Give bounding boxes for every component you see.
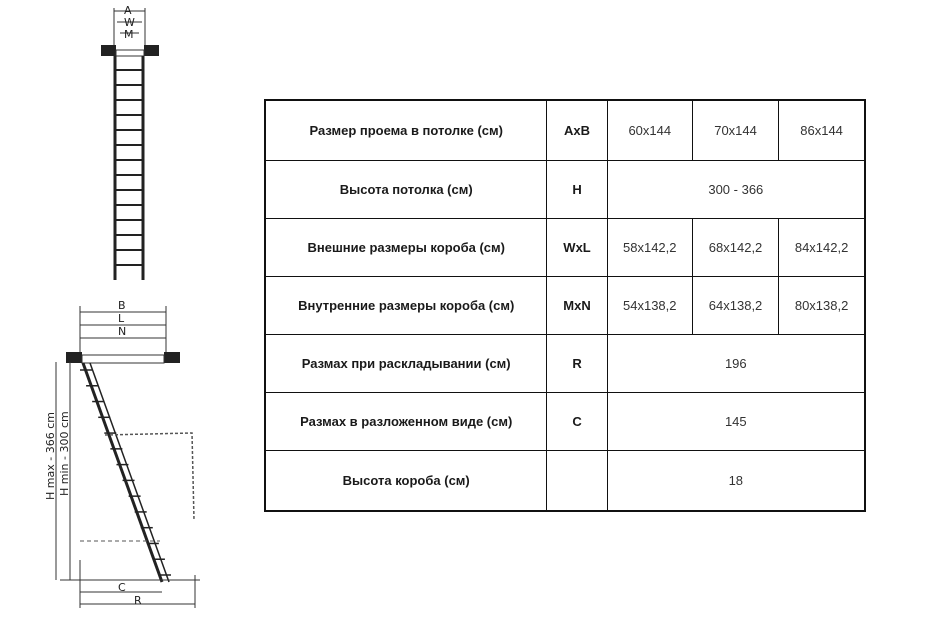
value-cell: 84x142,2 [779, 218, 865, 276]
dim-label-a: A [124, 4, 132, 17]
dim-label-w: W [124, 16, 135, 29]
param-name: Размер проема в потолке (см) [265, 100, 547, 160]
param-symbol: H [547, 160, 607, 218]
ladder-side-view [44, 299, 200, 608]
value-cell: 60x144 [607, 100, 692, 160]
value-cell: 86x144 [779, 100, 865, 160]
param-symbol: MxN [547, 276, 607, 334]
param-name: Внешние размеры короба (см) [265, 218, 547, 276]
param-symbol: C [547, 393, 607, 451]
param-symbol: AxB [547, 100, 607, 160]
dim-label-n: N [118, 325, 127, 338]
value-cell: 58x142,2 [607, 218, 692, 276]
dim-label-c: C [118, 581, 126, 594]
value-cell: 18 [607, 451, 865, 511]
dim-label-b: B [118, 299, 126, 312]
param-name: Размах в разложенном виде (см) [265, 393, 547, 451]
param-symbol: R [547, 335, 607, 393]
dim-label-m: M [124, 28, 134, 41]
param-symbol [547, 451, 607, 511]
table-row [265, 100, 865, 160]
table-row [265, 451, 865, 511]
value-cell: 68x142,2 [692, 218, 778, 276]
value-cell: 70x144 [692, 100, 778, 160]
value-cell: 196 [607, 335, 865, 393]
table-row [265, 393, 865, 451]
ladder-front-view [101, 4, 159, 280]
param-name: Высота потолка (см) [265, 160, 547, 218]
table-row [265, 218, 865, 276]
param-name: Высота короба (см) [265, 451, 547, 511]
value-cell: 145 [607, 393, 865, 451]
ladder-technical-drawing [0, 0, 250, 643]
table-row [265, 276, 865, 334]
dim-label-h-min: H min - 300 cm [58, 411, 71, 496]
dim-label-l: L [118, 312, 125, 325]
table-row [265, 160, 865, 218]
value-cell: 80x138,2 [779, 276, 865, 334]
param-symbol: WxL [547, 218, 607, 276]
dim-label-h-max: H max - 366 cm [44, 412, 57, 500]
value-cell: 64x138,2 [692, 276, 778, 334]
value-cell: 300 - 366 [607, 160, 865, 218]
table-row [265, 335, 865, 393]
dim-label-r: R [134, 594, 142, 607]
param-name: Внутренние размеры короба (см) [265, 276, 547, 334]
value-cell: 54x138,2 [607, 276, 692, 334]
param-name: Размах при раскладывании (см) [265, 335, 547, 393]
specification-table [264, 99, 866, 512]
